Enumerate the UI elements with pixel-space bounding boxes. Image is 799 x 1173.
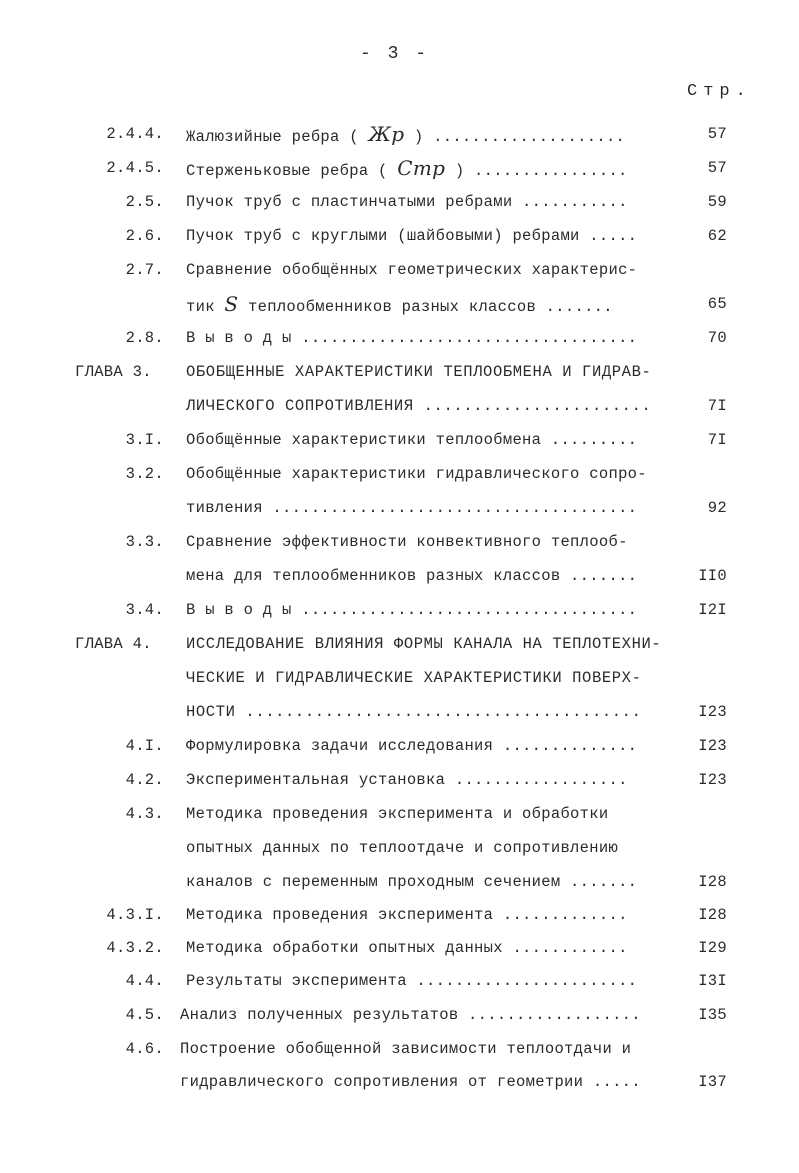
- page-ref: I3I: [698, 972, 727, 990]
- toc-entry: [0, 903, 799, 927]
- handwritten-symbol: Стр: [397, 156, 446, 180]
- toc-entry-continuation: [0, 1070, 799, 1094]
- title-part: Стерженьковые ребра (: [186, 162, 398, 180]
- section-number: 4.3.: [125, 805, 164, 823]
- page-ref: I28: [698, 906, 727, 924]
- toc-entry: [0, 326, 799, 350]
- page-ref: I28: [698, 873, 727, 891]
- section-number: 2.8.: [125, 329, 164, 347]
- page-ref: 57: [707, 159, 727, 177]
- section-title: Построение обобщенной зависимости теплоотдачи и: [180, 1040, 632, 1058]
- section-title: Формулировка задачи исследования ..............: [186, 737, 638, 755]
- section-title: В ы в о д ы ...................................: [186, 329, 638, 347]
- page-ref: 7I: [707, 431, 727, 449]
- chapter-label: ГЛАВА 3.: [75, 363, 152, 381]
- toc-entry-continuation: [0, 666, 799, 690]
- page-column-label: Стр.: [687, 82, 752, 101]
- toc-entry: [0, 258, 799, 282]
- page-ref: I35: [698, 1006, 727, 1024]
- page-ref: I29: [698, 939, 727, 957]
- section-title: [186, 156, 628, 183]
- section-title: Обобщённые характеристики гидравлического сопро-: [186, 465, 647, 483]
- section-number: 2.7.: [125, 261, 164, 279]
- toc-entry: [0, 224, 799, 248]
- toc-entry: [0, 802, 799, 826]
- section-number: 2.4.5.: [106, 159, 164, 177]
- title-part: ) ................: [445, 162, 628, 180]
- page-ref: 70: [707, 329, 727, 347]
- chapter-title: ОБОБЩЕННЫЕ ХАРАКТЕРИСТИКИ ТЕПЛООБМЕНА И ГИДРАВ-: [186, 363, 652, 381]
- section-number: 2.6.: [125, 227, 164, 245]
- page-ref: 92: [707, 499, 727, 517]
- section-number: 3.4.: [125, 601, 164, 619]
- section-title: Пучок труб с круглыми (шайбовыми) ребрами .....: [186, 227, 638, 245]
- section-number: 3.2.: [125, 465, 164, 483]
- page-ref: 62: [707, 227, 727, 245]
- toc-entry: [0, 428, 799, 452]
- section-title: Пучок труб с пластинчатыми ребрами ...........: [186, 193, 628, 211]
- toc-entry: [0, 969, 799, 993]
- toc-entry-continuation: [0, 700, 799, 724]
- page-ref: I23: [698, 737, 727, 755]
- section-title: Результаты эксперимента .......................: [186, 972, 638, 990]
- section-number: 4.6.: [125, 1040, 164, 1058]
- title-part: ) ....................: [404, 128, 626, 146]
- chapter-label: ГЛАВА 4.: [75, 635, 152, 653]
- section-title: Анализ полученных результатов ..................: [180, 1006, 641, 1024]
- title-part: тик: [186, 298, 225, 316]
- section-number: 2.4.4.: [106, 125, 164, 143]
- section-title: Сравнение обобщённых геометрических характерис-: [186, 261, 638, 279]
- toc-entry: [0, 122, 799, 146]
- page-ref: I37: [698, 1073, 727, 1091]
- section-number: 2.5.: [125, 193, 164, 211]
- chapter-title: ЧЕСКИЕ И ГИДРАВЛИЧЕСКИЕ ХАРАКТЕРИСТИКИ ПОВЕРХ-: [186, 669, 642, 687]
- toc-entry: [0, 768, 799, 792]
- toc-entry-continuation: [0, 836, 799, 860]
- toc-entry: [0, 1037, 799, 1061]
- section-number: 4.4.: [125, 972, 164, 990]
- section-title: Методика обработки опытных данных ............: [186, 939, 628, 957]
- toc-entry-continuation: [0, 394, 799, 418]
- section-title: мена для теплообменников разных классов .......: [186, 567, 638, 585]
- page-ref: II0: [698, 567, 727, 585]
- page-ref: 59: [707, 193, 727, 211]
- chapter-entry: [0, 360, 799, 384]
- toc-entry-continuation: [0, 564, 799, 588]
- page-ref: 57: [707, 125, 727, 143]
- page-ref: I2I: [698, 601, 727, 619]
- section-title: [186, 122, 625, 149]
- section-title: [186, 292, 613, 319]
- toc-entry: [0, 598, 799, 622]
- section-number: 4.5.: [125, 1006, 164, 1024]
- toc-entry-continuation: [0, 870, 799, 894]
- section-title: Сравнение эффективности конвективного теплооб-: [186, 533, 628, 551]
- section-number: 4.3.2.: [106, 939, 164, 957]
- section-title: Обобщённые характеристики теплообмена .........: [186, 431, 638, 449]
- toc-entry: [0, 462, 799, 486]
- title-part: теплообменников разных классов .......: [238, 298, 613, 316]
- section-number: 4.2.: [125, 771, 164, 789]
- chapter-title: ЛИЧЕСКОГО СОПРОТИВЛЕНИЯ .......................: [186, 397, 652, 415]
- section-number: 3.I.: [125, 431, 164, 449]
- toc-entry: [0, 156, 799, 180]
- section-number: 3.3.: [125, 533, 164, 551]
- toc-entry: [0, 936, 799, 960]
- section-title: гидравлического сопротивления от геометрии .....: [180, 1073, 641, 1091]
- chapter-title: ИССЛЕДОВАНИЕ ВЛИЯНИЯ ФОРМЫ КАНАЛА НА ТЕПЛОТЕХНИ-: [186, 635, 662, 653]
- section-title: Методика проведения эксперимента и обработки: [186, 805, 609, 823]
- toc-entry-continuation: [0, 292, 799, 316]
- section-title: тивления ......................................: [186, 499, 638, 517]
- chapter-entry: [0, 632, 799, 656]
- section-title: Методика проведения эксперимента .............: [186, 906, 628, 924]
- section-title: каналов с переменным проходным сечением .......: [186, 873, 638, 891]
- page-ref: 7I: [707, 397, 727, 415]
- handwritten-symbol: S: [224, 292, 239, 316]
- page-ref: I23: [698, 771, 727, 789]
- section-number: 4.3.I.: [106, 906, 164, 924]
- section-number: 4.I.: [125, 737, 164, 755]
- handwritten-symbol: Жр: [368, 122, 405, 146]
- page-ref: 65: [707, 295, 727, 313]
- page-ref: I23: [698, 703, 727, 721]
- chapter-title: НОСТИ ........................................: [186, 703, 642, 721]
- section-title: Экспериментальная установка ..................: [186, 771, 628, 789]
- toc-entry: [0, 530, 799, 554]
- toc-entry: [0, 190, 799, 214]
- page-number: - 3 -: [360, 44, 430, 64]
- toc-entry-continuation: [0, 496, 799, 520]
- title-part: Жалюзийные ребра (: [186, 128, 369, 146]
- toc-entry: [0, 1003, 799, 1027]
- section-title: В ы в о д ы ...................................: [186, 601, 638, 619]
- toc-entry: [0, 734, 799, 758]
- section-title: опытных данных по теплоотдаче и сопротивлению: [186, 839, 619, 857]
